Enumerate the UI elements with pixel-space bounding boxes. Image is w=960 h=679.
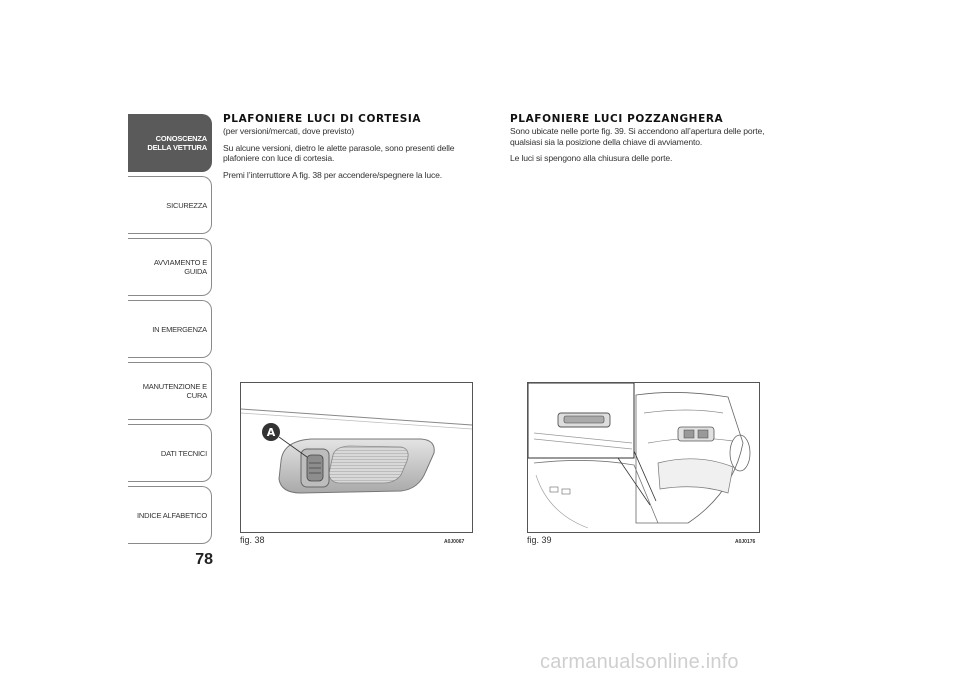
tab-sicurezza[interactable] [128,176,212,234]
tab-label: INDICE ALFABETICO [137,510,207,520]
section-title: PLAFONIERE LUCI POZZANGHERA [510,113,724,125]
section-puddle-lights [510,113,790,170]
callout-label: A [266,426,276,439]
watermark: carmanualsonline.info [540,651,739,673]
paragraph: Premi l’interruttore A fig. 38 per accendere/spegnere la luce. [223,169,443,180]
tab-label: DATI TECNICI [160,448,207,458]
figure-code: A0J0176 [735,539,756,545]
tab-in-emergenza[interactable] [128,300,212,358]
section-title: PLAFONIERE LUCI DI CORTESIA [223,113,422,125]
tab-dati-tecnici[interactable] [128,424,212,482]
tab-label: AVVIAMENTO E GUIDA [153,258,207,276]
paragraph: Sono ubicate nelle porte fig. 39. Si accendono all’apertura delle porte, qualsiasi sia la posizione della chiave di avviamento. [510,126,765,147]
tab-label: SICUREZZA [166,200,207,210]
paragraph: Su alcune versioni, dietro le alette parasole, sono presenti delle plafoniere con luce di cortesia. [223,142,455,163]
figure-38-courtesy-light [240,382,473,533]
tab-label: MANUTENZIONE E CURA [142,382,207,400]
tab-avviamento-e-guida[interactable] [128,238,212,296]
tab-label: IN EMERGENZA [152,324,207,334]
page-number: 78 [195,551,213,568]
paragraph: Le luci si spengono alla chiusura delle porte. [510,153,673,163]
tab-label: CONOSCENZA DELLA VETTURA [147,134,207,152]
figure-caption: fig. 38 [240,535,265,545]
chapter-tabs [128,114,212,548]
figure-caption: fig. 39 [527,535,552,545]
tab-indice-alfabetico[interactable] [128,486,212,544]
courtesy-light-illustration [241,383,472,532]
section-courtesy-lights [223,113,473,186]
figure-39-puddle-light [527,382,760,533]
figure-code: A0J0067 [444,539,465,545]
tab-conoscenza-della-vettura[interactable] [128,114,212,172]
tab-manutenzione-e-cura[interactable] [128,362,212,420]
section-subtitle: (per versioni/mercati, dove previsto) [223,126,355,136]
door-puddle-light-illustration [528,383,759,532]
